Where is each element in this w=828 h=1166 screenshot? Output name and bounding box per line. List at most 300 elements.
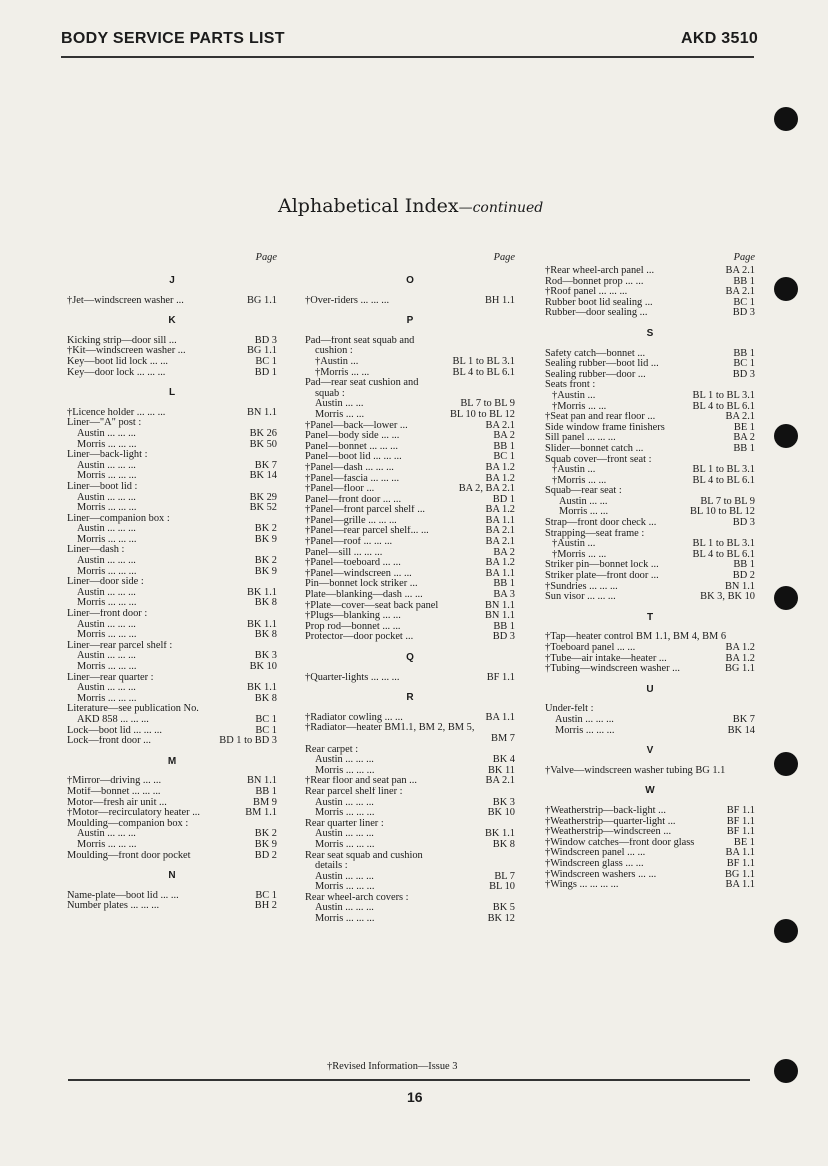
entry-description: †Morris ... ... [552, 401, 607, 412]
section-letter: P [406, 315, 414, 327]
entry-description: †Panel—front parcel shelf ... [305, 505, 426, 516]
index-entry [67, 609, 277, 620]
entry-page-ref: BA 1.2 [485, 472, 515, 484]
entry-description: Rod—bonnet prop ... ... [545, 276, 644, 287]
entry-page-ref: BK 14 [727, 724, 755, 736]
index-entry [545, 704, 755, 715]
index-entry [67, 819, 277, 830]
entry-page-ref: BC 1 [255, 713, 277, 725]
entry-page-ref: BK 11 [487, 764, 515, 776]
entry-page-ref: BL 1 to BL 3.1 [692, 389, 755, 401]
entry-page-ref: BD 1 [254, 366, 277, 378]
entry-description: Pad—front seat squab and [305, 335, 415, 346]
entry-page-ref: BA 1.2 [725, 652, 755, 664]
entry-page-ref: BF 1.1 [726, 804, 755, 816]
index-entry [305, 840, 515, 851]
entry-description: Key—boot lid lock ... ... [67, 356, 169, 367]
entry-page-ref: BA 1.2 [725, 642, 755, 653]
index-entry [305, 893, 515, 904]
entry-page-ref: BC 1 [255, 355, 277, 367]
entry-description: Liner—dash : [67, 545, 125, 556]
index-entry [305, 516, 515, 527]
entry-description: Morris ... ... [315, 409, 365, 420]
entry-page-ref: BA 2.1 [485, 536, 515, 548]
section-letter: K [168, 315, 176, 327]
entry-page-ref: BA 2.1 [725, 411, 755, 423]
entry-page-ref: BK 8 [254, 692, 277, 704]
entry-description: Panel—sill ... ... ... [305, 547, 383, 558]
index-entry [545, 349, 755, 360]
entry-description: †Panel—dash ... ... ... [305, 462, 394, 473]
entry-description: Safety catch—bonnet ... [545, 348, 646, 359]
entry-description: †Tap—heater control BM 1.1, BM 4, BM 6 [545, 632, 727, 643]
index-entry [545, 859, 755, 870]
entry-description: †Plate—cover—seat back panel [305, 600, 439, 611]
entry-description: Austin ... ... ... [315, 903, 374, 914]
index-entry [67, 524, 277, 535]
entry-description: Liner—back-light : [67, 450, 148, 461]
entry-page-ref: BA 1.1 [725, 879, 755, 891]
entry-description: Morris ... ... ... [555, 725, 615, 736]
index-entry [67, 715, 277, 726]
entry-description: Key—door lock ... ... ... [67, 367, 166, 378]
index-entry [305, 558, 515, 569]
entry-page-ref: BN 1.1 [484, 610, 515, 622]
index-entry [545, 370, 755, 381]
entry-description: Protector—door pocket ... [305, 632, 414, 643]
index-entry [67, 408, 277, 419]
section-letter: N [168, 870, 176, 882]
entry-description: squab : [315, 388, 345, 399]
index-entry [305, 622, 515, 633]
punch-hole [774, 586, 798, 610]
entry-page-ref: BK 1.1 [246, 618, 277, 630]
entry-page-ref: BD 3 [492, 631, 515, 643]
entry-page-ref: BK 26 [249, 427, 277, 439]
entry-page-ref: BK 1.1 [246, 682, 277, 694]
section-letter: O [406, 275, 414, 286]
index-entry [545, 827, 755, 838]
header-code: AKD 3510 [681, 30, 759, 47]
index-entry [67, 577, 277, 588]
entry-description: Lock—boot lid ... ... ... [67, 725, 162, 736]
index-column-1 [67, 253, 277, 912]
index-entry [545, 664, 755, 675]
entry-description: Morris ... ... ... [315, 765, 375, 776]
index-entry [545, 402, 755, 413]
entry-description: Striker pin—bonnet lock ... [545, 560, 659, 571]
entry-description: Morris ... ... ... [77, 839, 137, 850]
entry-description: Panel—boot lid ... ... ... [305, 452, 402, 463]
entry-page-ref: BK 9 [254, 838, 277, 850]
entry-page-ref: BD 3 [732, 517, 755, 529]
entry-description: †Licence holder ... ... ... [67, 407, 166, 418]
entry-description: Name-plate—boot lid ... ... [67, 890, 179, 901]
entry-description: †Tube—air intake—heater ... [545, 653, 667, 664]
index-entry [67, 651, 277, 662]
entry-description: Moulding—companion box : [67, 818, 189, 829]
index-entry [305, 569, 515, 580]
index-entry [305, 378, 515, 389]
entry-description: Morris ... ... ... [77, 598, 137, 609]
entry-page-ref: BL 1 to BL 3.1 [452, 355, 515, 367]
index-entry [305, 452, 515, 463]
entry-description: Austin ... ... ... [77, 829, 136, 840]
index-entry [67, 503, 277, 514]
entry-page-ref: BK 29 [249, 491, 277, 503]
index-entry [305, 548, 515, 559]
entry-page-ref: BA 1.1 [485, 514, 515, 526]
index-entry [305, 601, 515, 612]
entry-page-ref: BA 2.1 [485, 525, 515, 537]
entry-page-ref: BA 2 [733, 432, 755, 444]
section-letter: Q [406, 652, 414, 663]
section-letter: T [646, 611, 654, 623]
header-title: BODY SERVICE PARTS LIST [61, 30, 285, 47]
entry-description: Austin ... ... ... [315, 797, 374, 808]
entry-page-ref: BF 1.1 [726, 857, 755, 869]
index-entry [67, 440, 277, 451]
entry-page-ref: BA 1.1 [485, 711, 515, 723]
entry-description: †Plugs—blanking ... ... [305, 611, 401, 622]
entry-page-ref: BK 8 [254, 597, 277, 609]
index-entry [305, 914, 515, 925]
entry-page-ref: BB 1 [733, 275, 755, 287]
entry-page-ref: BB 1 [493, 620, 515, 632]
index-entry [305, 673, 515, 684]
index-entry [545, 715, 755, 726]
entry-page-ref: BB 1 [733, 442, 755, 454]
entry-description: Rear carpet : [305, 744, 359, 755]
entry-page-ref: BB 1 [493, 440, 515, 452]
entry-description: Morris ... ... ... [77, 566, 137, 577]
entry-page-ref: BK 52 [249, 502, 277, 514]
entry-description: †Weatherstrip—quarter-light ... [545, 816, 676, 827]
entry-description: Morris ... ... ... [315, 914, 375, 925]
entry-page-ref: BK 10 [249, 661, 277, 672]
entry-description: †Quarter-lights ... ... ... [305, 672, 400, 683]
entry-page-ref: BL 10 to BL 12 [449, 408, 515, 420]
entry-page-ref: BC 1 [255, 889, 277, 901]
index-entry [545, 654, 755, 665]
entry-description: Liner—"A" post : [67, 418, 142, 429]
entry-page-ref: BL 10 [489, 881, 515, 893]
entry-page-ref: BK 8 [492, 838, 515, 850]
entry-description: Panel—body side ... ... [305, 431, 400, 442]
entry-description: Austin ... ... ... [77, 460, 136, 471]
entry-description: Squab—rear seat : [545, 486, 622, 497]
index-entry [67, 357, 277, 368]
entry-description: †Austin ... [315, 356, 359, 367]
entry-page-ref: BM 1.1 [245, 807, 277, 819]
index-entry [305, 882, 515, 893]
index-entry [67, 620, 277, 631]
entry-description: Rubber boot lid sealing ... [545, 297, 653, 308]
index-entry [67, 891, 277, 902]
index-entry [545, 507, 755, 518]
entry-description: †Weatherstrip—windscreen ... [545, 827, 672, 838]
entry-description: Strap—front door check ... [545, 518, 657, 529]
index-entry [545, 880, 755, 891]
entry-page-ref: BL 1 to BL 3.1 [692, 464, 755, 476]
index-entry [305, 723, 515, 734]
entry-description: Rear seat squab and cushion [305, 850, 423, 861]
entry-description: Rubber—door sealing ... [545, 308, 648, 319]
punch-hole [774, 107, 798, 131]
entry-description: †Morris ... ... [552, 549, 607, 560]
index-entry [305, 798, 515, 809]
index-entry [545, 870, 755, 881]
index-entry [545, 518, 755, 529]
index-entry [545, 359, 755, 370]
entry-page-ref: BK 8 [254, 629, 277, 641]
index-column-3 [545, 253, 755, 891]
entry-description: †Windscreen washers ... ... [545, 869, 657, 880]
entry-page-ref: BH 2 [254, 900, 277, 912]
entry-page-ref: BA 3 [493, 589, 515, 601]
entry-description: Side window frame finishers [545, 422, 665, 433]
entry-description: †Sundries ... ... ... [545, 581, 618, 592]
index-entry [545, 571, 755, 582]
entry-description: Morris ... ... ... [315, 808, 375, 819]
entry-description: Kicking strip—door sill ... [67, 335, 177, 346]
index-entry [305, 296, 515, 307]
index-entry [305, 336, 515, 347]
section-letter: L [168, 387, 176, 399]
index-entry [67, 567, 277, 578]
entry-page-ref: BG 1.1 [724, 663, 755, 675]
entry-description: Liner—boot lid : [67, 481, 138, 492]
entry-description: AKD 858 ... ... ... [77, 714, 149, 725]
entry-description: Literature—see publication No. [67, 704, 199, 715]
entry-description: †Morris ... ... [315, 367, 370, 378]
index-entry [545, 806, 755, 817]
entry-page-ref: BA 2, BA 2.1 [458, 483, 515, 495]
entry-description: Austin ... ... ... [77, 524, 136, 535]
page-title [278, 195, 543, 217]
entry-description: †Seat pan and rear floor ... [545, 412, 656, 423]
entry-description: Morris ... ... ... [77, 503, 137, 514]
index-entry [305, 357, 515, 368]
entry-description: †Windscreen panel ... ... [545, 848, 646, 859]
entry-description: Morris ... ... ... [77, 630, 137, 641]
entry-description: Sun visor ... ... ... [545, 592, 616, 603]
entry-description: Morris ... ... ... [77, 662, 137, 672]
entry-description: †Panel—fascia ... ... ... [305, 473, 400, 484]
entry-description: †Austin ... [552, 390, 596, 401]
entry-page-ref: BL 7 to BL 9 [460, 398, 515, 410]
index-entry [67, 429, 277, 440]
entry-description: Under-felt : [545, 704, 594, 715]
index-entry [545, 550, 755, 561]
entry-page-ref: BL 4 to BL 6.1 [692, 400, 755, 412]
entry-description: Liner—door side : [67, 577, 144, 588]
entry-description: Panel—front door ... ... [305, 494, 402, 505]
index-entry [67, 418, 277, 429]
entry-description: Sealing rubber—boot lid ... [545, 359, 659, 370]
entry-description: Strapping—seat frame : [545, 528, 645, 539]
entry-page-ref: BG 1.1 [246, 294, 277, 306]
entry-page-ref: BN 1.1 [724, 580, 755, 592]
entry-description: Austin ... ... ... [315, 871, 374, 882]
index-entry [305, 579, 515, 590]
entry-page-ref: BK 9 [254, 533, 277, 545]
entry-page-ref: BA 1.2 [485, 461, 515, 473]
entry-description: †Panel—rear parcel shelf... ... [305, 526, 429, 537]
index-entry [545, 444, 755, 455]
section-letter: R [406, 692, 414, 704]
entry-page-ref: BE 1 [733, 421, 755, 433]
entry-description: Morris ... ... ... [315, 882, 375, 893]
entry-page-ref: BK 9 [254, 565, 277, 577]
entry-description: †Toeboard panel ... ... [545, 643, 636, 653]
entry-description: Morris ... ... ... [77, 693, 137, 704]
entry-page-ref: BN 1.1 [484, 599, 515, 611]
entry-description: Morris ... ... [559, 507, 609, 518]
index-entry [305, 851, 515, 862]
entry-page-ref: BL 1 to BL 3.1 [692, 538, 755, 550]
index-entry [545, 412, 755, 423]
entry-description: Striker plate—front door ... [545, 571, 659, 582]
index-entry [305, 526, 515, 537]
entry-description: Austin ... ... ... [315, 829, 374, 840]
index-entry [305, 463, 515, 474]
index-entry [545, 726, 755, 737]
index-entry [305, 819, 515, 830]
page-column-label: Page [733, 252, 755, 263]
entry-page-ref: BL 7 to BL 9 [700, 495, 755, 507]
entry-page-ref: BD 1 [492, 493, 515, 505]
entry-page-ref: BA 1.1 [485, 567, 515, 579]
index-entry [305, 755, 515, 766]
index-entry [67, 694, 277, 705]
entry-page-ref: BD 2 [254, 849, 277, 861]
index-entry [67, 901, 277, 912]
index-entry [545, 632, 755, 643]
index-entry [305, 368, 515, 379]
entry-page-ref: BK 2 [254, 828, 277, 840]
index-entry [67, 471, 277, 482]
entry-description: BM 7 [491, 733, 515, 744]
entry-page-ref: BK 1.1 [246, 586, 277, 598]
entry-description: Liner—companion box : [67, 513, 170, 524]
entry-page-ref: BL 4 to BL 6.1 [452, 366, 515, 378]
entry-description: Morris ... ... ... [315, 839, 375, 850]
entry-page-ref: BA 2.1 [725, 286, 755, 298]
title-sub: —continued [458, 200, 544, 216]
index-column-2 [305, 253, 515, 925]
entry-page-ref: BD 3 [732, 307, 755, 319]
entry-page-ref: BC 1 [255, 724, 277, 736]
index-entry [67, 296, 277, 307]
index-entry [67, 545, 277, 556]
entry-page-ref: BA 2.1 [485, 775, 515, 787]
entry-page-ref: BA 1.2 [485, 504, 515, 516]
index-entry [67, 598, 277, 609]
entry-description: Morris ... ... ... [77, 534, 137, 545]
entry-page-ref: BK 3 [492, 796, 515, 808]
entry-description: †Kit—windscreen washer ... [67, 346, 186, 357]
entry-description: Lock—front door ... [67, 736, 151, 747]
entry-page-ref: BH 1.1 [484, 294, 515, 306]
index-entry [305, 745, 515, 756]
section-letter: U [646, 683, 654, 695]
index-entry [67, 482, 277, 493]
entry-description: †Tubing—windscreen washer ... [545, 664, 680, 675]
index-entry [305, 484, 515, 495]
index-entry [67, 840, 277, 851]
entry-description: Number plates ... ... ... [67, 901, 160, 912]
entry-page-ref: BK 2 [254, 523, 277, 535]
entry-page-ref: BA 2.1 [725, 265, 755, 276]
section-letter: V [646, 745, 654, 757]
entry-page-ref: BK 3 [254, 650, 277, 662]
index-entry [305, 776, 515, 787]
index-entry [305, 505, 515, 516]
entry-page-ref: BK 12 [487, 913, 515, 925]
index-entry [305, 734, 515, 745]
entry-description: Austin ... ... ... [555, 714, 614, 725]
index-entry [545, 476, 755, 487]
index-entry [67, 450, 277, 461]
entry-page-ref: BA 2 [493, 430, 515, 442]
section-letter: S [646, 327, 654, 339]
index-entry [305, 410, 515, 421]
section-letter: W [645, 785, 655, 797]
index-entry [545, 643, 755, 654]
index-entry [67, 461, 277, 472]
entry-page-ref: BL 7 [494, 870, 515, 882]
index-entry [545, 848, 755, 859]
index-entry [305, 495, 515, 506]
entry-description: Austin ... ... ... [77, 556, 136, 567]
entry-description: Liner—rear quarter : [67, 672, 154, 683]
index-entry [67, 514, 277, 525]
entry-description: †Mirror—driving ... ... [67, 776, 162, 787]
index-entry [305, 537, 515, 548]
entry-page-ref: BK 7 [254, 459, 277, 471]
index-entry [545, 423, 755, 434]
entry-description: Austin ... ... ... [77, 619, 136, 630]
entry-page-ref: BK 3, BK 10 [700, 591, 755, 603]
index-entry [67, 535, 277, 546]
entry-page-ref: BA 1.1 [725, 847, 755, 859]
entry-description: Austin ... ... ... [77, 428, 136, 439]
page-column-label: Page [493, 252, 515, 263]
entry-description: Panel—bonnet ... ... ... [305, 441, 398, 452]
entry-description: †Rear floor and seat pan ... [305, 776, 417, 787]
entry-page-ref: BK 2 [254, 555, 277, 567]
header-rule [61, 56, 754, 58]
entry-page-ref: BG 1.1 [246, 345, 277, 357]
entry-description: Austin ... ... [315, 399, 364, 410]
entry-description: Sealing rubber—door ... [545, 369, 646, 380]
entry-page-ref: BN 1.1 [246, 775, 277, 787]
entry-page-ref: BF 1.1 [726, 815, 755, 827]
entry-page-ref: BK 50 [249, 438, 277, 450]
index-entry [305, 421, 515, 432]
entry-description: Motor—fresh air unit ... [67, 797, 167, 808]
entry-description: †Panel—toeboard ... ... [305, 558, 401, 569]
page-column-label: Page [255, 252, 277, 263]
entry-description: Liner—rear parcel shelf : [67, 640, 173, 651]
index-entry [67, 368, 277, 379]
entry-page-ref: BD 2 [732, 570, 755, 582]
index-entry [67, 851, 277, 862]
index-entry [545, 298, 755, 309]
entry-page-ref: BL 4 to BL 6.1 [692, 548, 755, 560]
index-entry [67, 776, 277, 787]
